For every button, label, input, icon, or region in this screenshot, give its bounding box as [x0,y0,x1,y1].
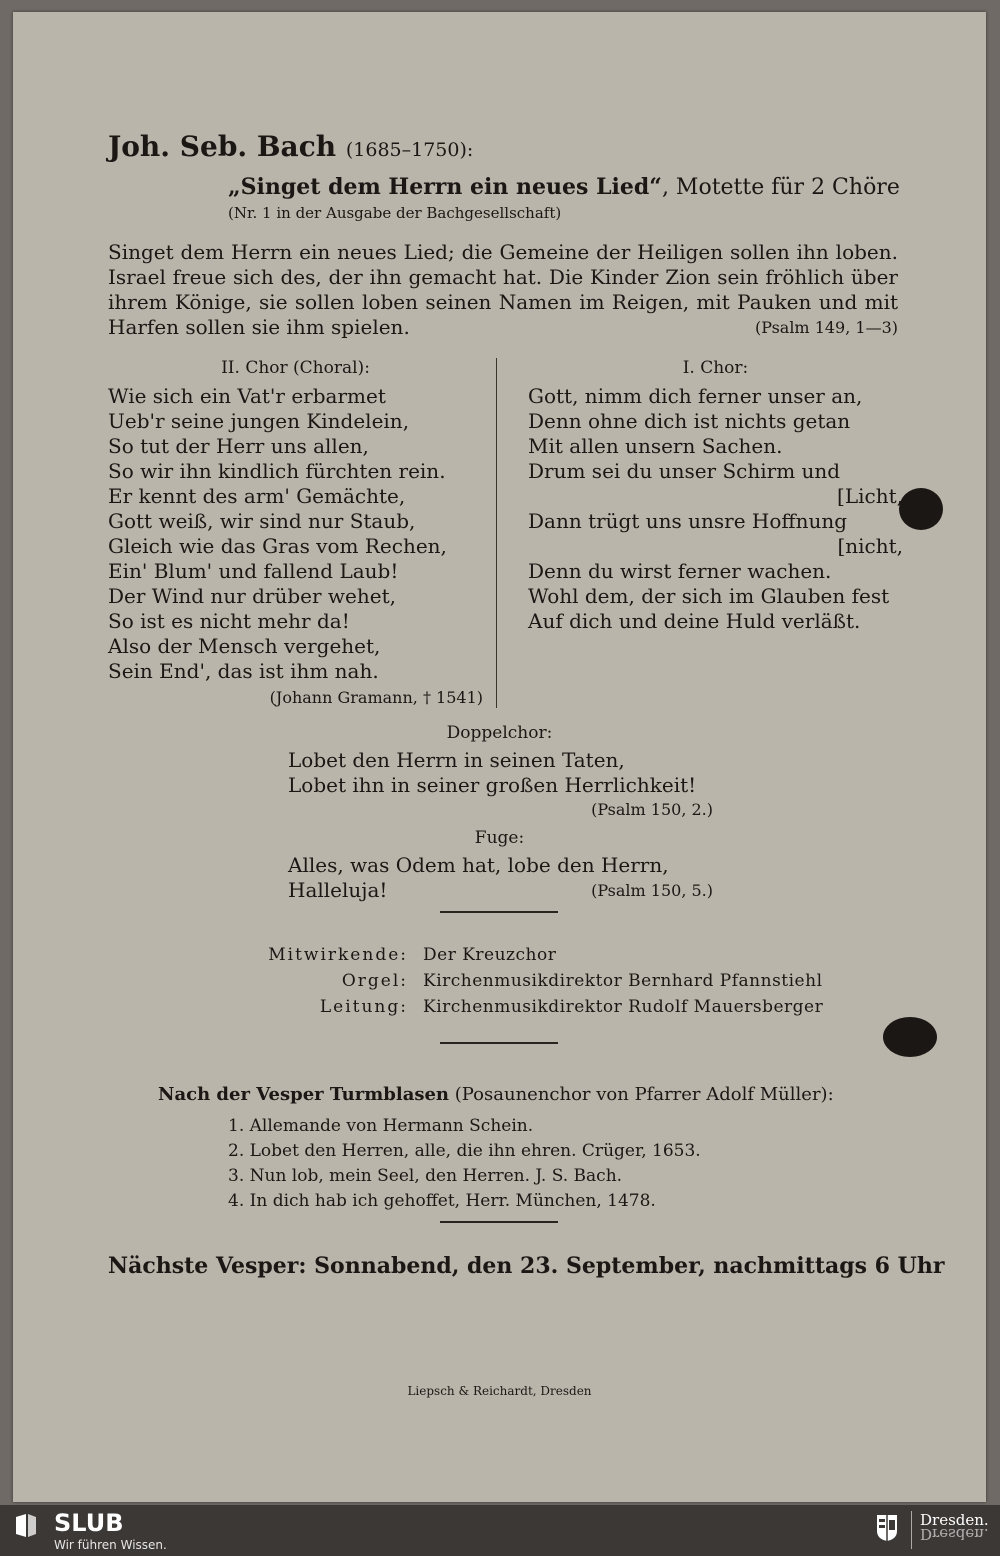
verse-line: Lobet den Herrn in seinen Taten, [288,748,625,772]
list-item: 2. Lobet den Herren, alle, die ihn ehren. Crüger, 1653. [228,1141,701,1161]
intro-text: Singet dem Herrn ein neues Lied; die Gemeine der Heiligen sollen ihn loben. Israel freue sich des, der ihn gemacht hat. Die Kinder Zion sein fröhlich über ihrem Könige, sie sollen loben seinen Namen im Reigen, mit Pauken und mit Harfen sollen sie ihm spielen. [108,240,898,339]
work-type: , Motette für 2 Chöre [661,175,900,200]
divider-rule [440,1221,558,1223]
verse-line: Denn ohne dich ist nichts getan [528,409,851,433]
composer-years: (1685–1750): [345,139,474,161]
fuge-text [288,853,713,903]
verse-line: Alles, was Odem hat, lobe den Herrn, [288,853,669,877]
fuge-heading: Fuge: [474,828,525,848]
column-divider [496,358,497,708]
verse-line-continuation: [nicht, [837,534,903,558]
document-page [13,12,986,1502]
verse-line: Wohl dem, der sich im Glauben fest [528,584,890,608]
tower-list [228,1114,701,1214]
verse-line: Drum sei du unser Schirm und [528,459,841,483]
verse-line: So ist es nicht mehr da! [108,609,350,633]
choir1-heading: I. Chor: [682,358,749,378]
ink-blot [899,488,943,530]
verse-line: Wie sich ein Vat'r erbarmet [108,384,386,408]
verse-line: Auf dich und deine Huld verläßt. [528,609,861,633]
verse-line: Gott, nimm dich ferner unser an, [528,384,863,408]
list-item: 3. Nun lob, mein Seel, den Herren. J. S. Bach. [228,1166,623,1186]
divider-rule [440,1042,558,1044]
city-crest-icon[interactable] [876,1514,898,1542]
list-item: 4. In dich hab ich gehoffet, Herr. München, 1478. [228,1191,656,1211]
dresden-wordmark-reflection: Dresden. [920,1525,989,1543]
verse-line: Halleluja! [288,878,388,902]
verse-line: Denn du wirst ferner wachen. [528,559,832,583]
composer-heading [108,130,473,163]
performer-value: Kirchenmusikdirektor Rudolf Mauersberger [423,997,824,1017]
footer-separator [911,1511,912,1549]
verse-line: So tut der Herr uns allen, [108,434,369,458]
performer-label: Leitung: [319,997,408,1017]
next-vesper-notice: Nächste Vesper: Sonnabend, den 23. September, nachmittags 6 Uhr [108,1253,945,1279]
tower-heading [158,1084,834,1105]
viewer-footer [0,1505,1000,1556]
performer-label: Mitwirkende: [268,945,408,965]
doppelchor-heading: Doppelchor: [446,723,553,743]
verse-line: Mit allen unsern Sachen. [528,434,783,458]
intro-ref: (Psalm 149, 1—3) [754,318,898,337]
tower-note: (Posaunenchor von Pfarrer Adolf Müller): [454,1084,834,1105]
performer-label: Orgel: [341,971,408,991]
slub-brand[interactable]: SLUB [54,1509,124,1537]
composer-name: Joh. Seb. Bach [108,130,337,163]
verse-line-row [288,878,713,903]
verse-line-continuation: [Licht, [837,484,903,508]
divider-rule [440,911,558,913]
choir2-verse [108,384,483,684]
slub-logo-icon[interactable] [14,1513,38,1539]
intro-text-block [108,240,898,340]
choral-attribution: (Johann Gramann, † 1541) [269,688,483,707]
choir2-heading: II. Chor (Choral): [221,358,370,378]
verse-line: Also der Mensch vergehet, [108,634,381,658]
dresden-logo[interactable] [920,1513,989,1541]
doppelchor-text [288,748,713,798]
verse-line: Er kennt des arm' Gemächte, [108,484,406,508]
doppelchor-ref: (Psalm 150, 2.) [591,800,713,819]
dresden-wordmark: Dresden. [920,1511,989,1529]
tower-title: Nach der Vesper Turmblasen [158,1084,450,1105]
printer-imprint: Liepsch & Reichardt, Dresden [407,1384,592,1398]
verse-line: Gott weiß, wir sind nur Staub, [108,509,416,533]
verse-line: Dann trügt uns unsre Hoffnung [528,509,848,533]
performer-value: Der Kreuzchor [423,945,557,965]
verse-line: So wir ihn kindlich fürchten rein. [108,459,446,483]
verse-line: Ein' Blum' und fallend Laub! [108,559,399,583]
ink-blot [883,1017,937,1057]
edition-note: (Nr. 1 in der Ausgabe der Bachgesellschaft) [228,204,562,222]
choir1-verse [528,384,903,634]
work-title-line [228,174,900,200]
verse-line: Lobet ihn in seiner großen Herrlichkeit! [288,773,697,797]
verse-line: Ueb'r seine jungen Kindelein, [108,409,410,433]
verse-line: Der Wind nur drüber wehet, [108,584,396,608]
list-item: 1. Allemande von Hermann Schein. [228,1116,534,1136]
fuge-ref: (Psalm 150, 5.) [591,881,713,900]
performer-value: Kirchenmusikdirektor Bernhard Pfannstiehl [423,971,823,991]
verse-line: Sein End', das ist ihm nah. [108,659,379,683]
work-title: „Singet dem Herrn ein neues Lied“ [228,174,662,200]
verse-line: Gleich wie das Gras vom Rechen, [108,534,447,558]
slub-claim: Wir führen Wissen. [54,1538,167,1552]
